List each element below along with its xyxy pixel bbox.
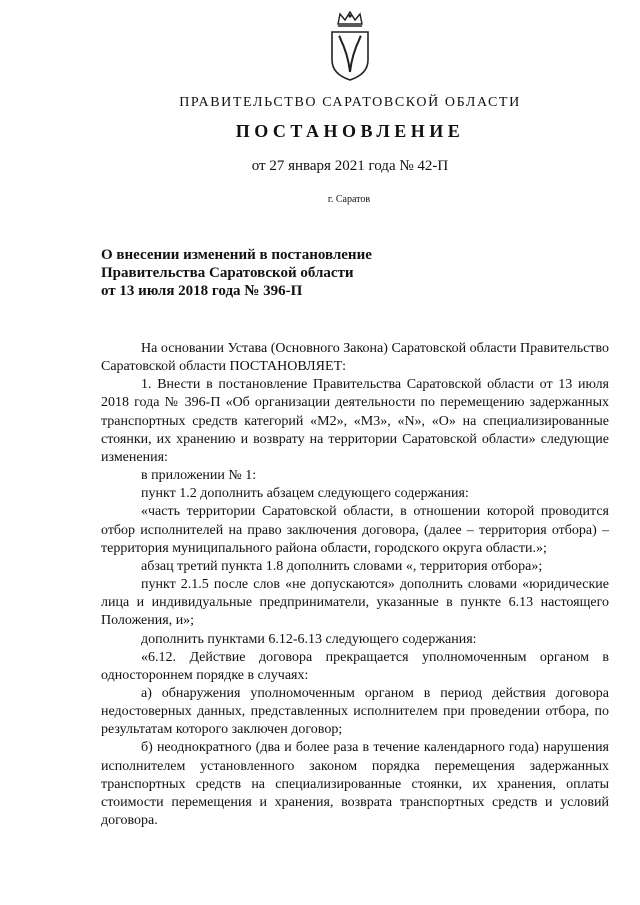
body-paragraph: «часть территории Саратовской области, в отношении которой проводится отбор исполнителей на право заключения договора, (далее – территория отбора) – территория муниципального района области, городского округа области.»; (101, 504, 609, 556)
body-paragraph: пункт 2.1.5 после слов «не допускаются» дополнить словами «юридические лица и индивидуальные предприниматели, указанные в пункте 6.13 настоящего Положения, и»; (101, 577, 609, 629)
subject-line: Правительства Саратовской области (101, 265, 354, 281)
body-paragraph: абзац третий пункта 1.8 дополнить словами «, территория отбора»; (141, 558, 543, 574)
body-paragraph: На основании Устава (Основного Закона) Саратовской области Правительство Саратовской области ПОСТАНОВЛЯЕТ: (101, 341, 609, 375)
body-paragraph: 1. Внести в постановление Правительства Саратовской области от 13 июля 2018 года № 396-П «Об организации деятельности по перемещению задержанных транспортных средств категорий «М2», «М3», «N», «О» на специализированные стоянки, их хранению и возврату на территории Саратовской области» следующие изменения: (101, 377, 609, 465)
document-title: ПОСТАНОВЛЕНИЕ (235, 121, 465, 141)
body-paragraph: пункт 1.2 дополнить абзацем следующего содержания: (141, 486, 469, 502)
body-paragraph: а) обнаружения уполномоченным органом в период действия договора недостоверных данных, представленных исполнителем при проведении отбора, по результатам которого заключен договор; (101, 685, 609, 738)
body-paragraph: в приложении № 1: (141, 468, 257, 484)
document-city: г. Саратов (327, 194, 371, 205)
coat-of-arms-icon (324, 10, 376, 82)
body-paragraph: дополнить пунктами 6.12-6.13 следующего содержания: (141, 631, 477, 647)
subject-line: О внесении изменений в постановление (101, 247, 372, 263)
body-paragraph: б) неоднократного (два и более раза в течение календарного года) нарушения исполнителем установленного законом порядка перемещения задержанных транспортных средств на специализированные стоянки, их хранения, оплаты стоимости перемещения и хранения, возврата транспортных средств и условий договора. (101, 740, 609, 829)
document-date-number: от 27 января 2021 года № 42-П (251, 158, 449, 174)
subject-line: от 13 июля 2018 года № 396-П (101, 283, 303, 299)
body-paragraph: «6.12. Действие договора прекращается уполномоченным органом в одностороннем порядке в случаях: (101, 649, 609, 683)
document-body (101, 340, 609, 830)
document-subject (101, 246, 461, 300)
government-name: ПРАВИТЕЛЬСТВО САРАТОВСКОЙ ОБЛАСТИ (179, 95, 521, 110)
